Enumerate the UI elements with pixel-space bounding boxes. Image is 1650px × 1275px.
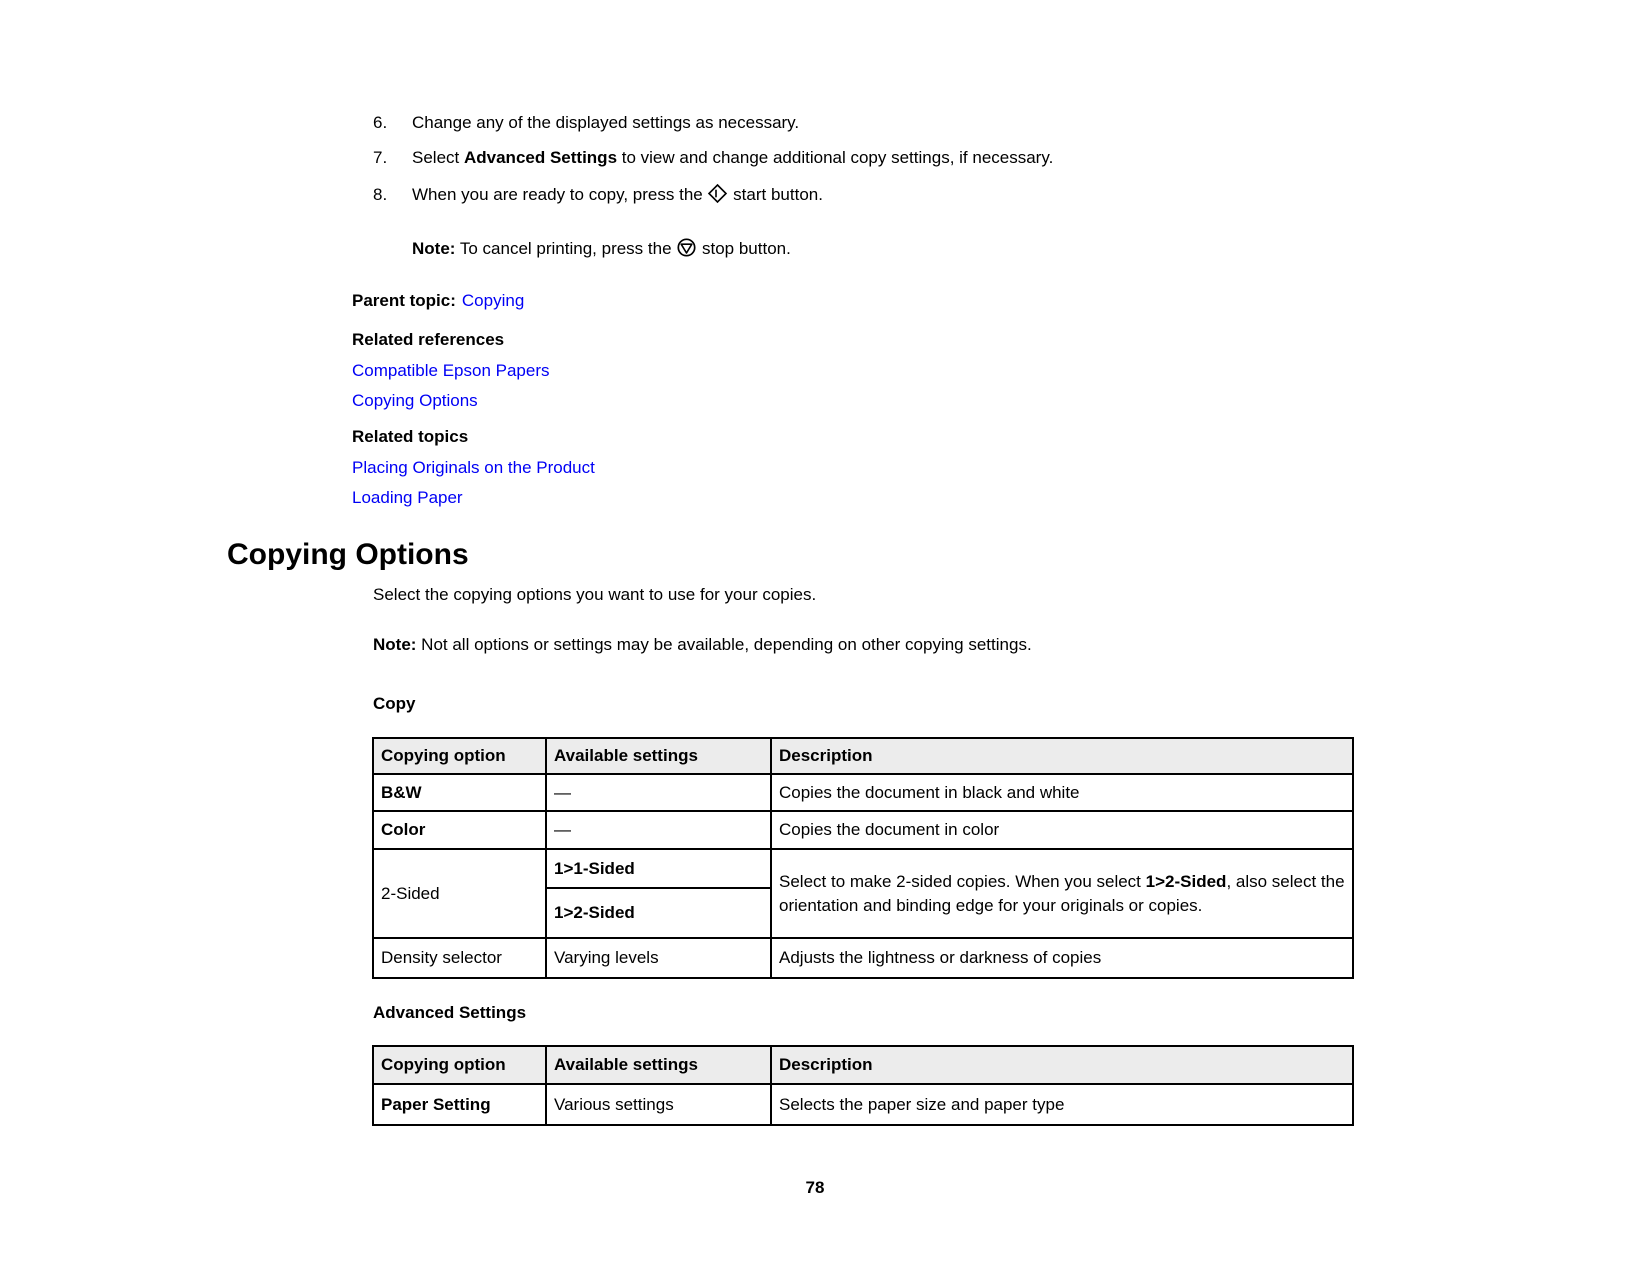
stop-icon	[676, 237, 697, 258]
step-text: When you are ready to copy, press the	[412, 185, 708, 204]
step-text: Change any of the displayed settings as necessary.	[412, 113, 800, 132]
note-text: stop button.	[697, 239, 791, 258]
parent-topic-label: Parent topic:	[352, 291, 456, 310]
section-title: Copying Options	[227, 538, 469, 571]
step-text: start button.	[728, 185, 823, 204]
list-item-6	[373, 113, 799, 133]
list-item-7	[373, 148, 1053, 168]
table-row-color	[373, 811, 1353, 849]
link[interactable]: Copying Options	[352, 391, 478, 410]
cell-description: Selects the paper size and paper type	[771, 1084, 1353, 1125]
start-icon	[707, 183, 728, 204]
parent-topic-line	[352, 291, 524, 311]
list-number: 7.	[373, 148, 388, 167]
cell-option: Density selector	[373, 938, 546, 978]
table-header-row	[373, 1046, 1353, 1084]
note-cancel-printing	[412, 237, 791, 259]
link[interactable]: Loading Paper	[352, 488, 463, 507]
table-header-row	[373, 738, 1353, 774]
cell-option: Color	[373, 811, 546, 849]
cell-option: B&W	[373, 774, 546, 811]
column-header-description: Description	[771, 738, 1353, 774]
cell-description: Copies the document in black and white	[771, 774, 1353, 811]
cell-settings: —	[546, 774, 771, 811]
description-text-bold: 1>2-Sided	[1145, 871, 1227, 891]
step-text: to view and change additional copy settings, if necessary.	[617, 148, 1054, 167]
note-text: To cancel printing, press the	[455, 239, 677, 258]
related-topics-heading: Related topics	[352, 427, 469, 446]
list-number: 6.	[373, 113, 388, 132]
related-references-heading: Related references	[352, 330, 505, 349]
list-item-8	[373, 183, 823, 205]
note-label: Note:	[412, 239, 456, 258]
page-number: 78	[805, 1178, 825, 1197]
link[interactable]: Compatible Epson Papers	[352, 361, 550, 380]
step-text: Select	[412, 148, 464, 167]
link-compatible-epson-papers	[352, 361, 550, 381]
cell-settings: Various settings	[546, 1084, 771, 1125]
column-header-copying-option: Copying option	[373, 1046, 546, 1084]
cell-settings-2: 1>2-Sided	[546, 888, 771, 938]
description-text: , also select the orientation and binding edge for your originals or copies.	[779, 871, 1345, 915]
cell-settings: —	[546, 811, 771, 849]
cell-option: Paper Setting	[373, 1084, 546, 1125]
table-row-bw	[373, 774, 1353, 811]
cell-option: 2-Sided	[373, 849, 546, 938]
column-header-description: Description	[771, 1046, 1353, 1084]
cell-description	[771, 849, 1353, 938]
link[interactable]: Placing Originals on the Product	[352, 458, 595, 477]
step-text-bold: Advanced Settings	[463, 148, 618, 167]
cell-description: Copies the document in color	[771, 811, 1353, 849]
note-availability	[373, 635, 1032, 655]
column-header-available-settings: Available settings	[546, 738, 771, 774]
column-header-available-settings: Available settings	[546, 1046, 771, 1084]
description-text: Select to make 2-sided copies. When you select	[779, 871, 1146, 891]
note-label: Note:	[373, 635, 417, 654]
column-header-copying-option: Copying option	[373, 738, 546, 774]
note-text: Not all options or settings may be available, depending on other copying settings.	[416, 635, 1032, 654]
link-loading-paper	[352, 488, 463, 508]
copy-table-label: Copy	[373, 694, 416, 713]
table-row-2sided	[373, 849, 1353, 888]
list-number: 8.	[373, 185, 388, 204]
cell-settings-1: 1>1-Sided	[546, 849, 771, 888]
cell-description: Adjusts the lightness or darkness of copies	[771, 938, 1353, 978]
table-row-density	[373, 938, 1353, 978]
cell-settings: Varying levels	[546, 938, 771, 978]
advanced-settings-table	[372, 1045, 1354, 1126]
copy-table	[372, 737, 1354, 979]
section-intro: Select the copying options you want to use for your copies.	[373, 585, 817, 604]
link-copying[interactable]: Copying	[461, 291, 525, 310]
link-copying-options	[352, 391, 478, 411]
link-placing-originals	[352, 458, 595, 478]
advanced-settings-label: Advanced Settings	[373, 1003, 527, 1022]
table-row-paper-setting	[373, 1084, 1353, 1125]
